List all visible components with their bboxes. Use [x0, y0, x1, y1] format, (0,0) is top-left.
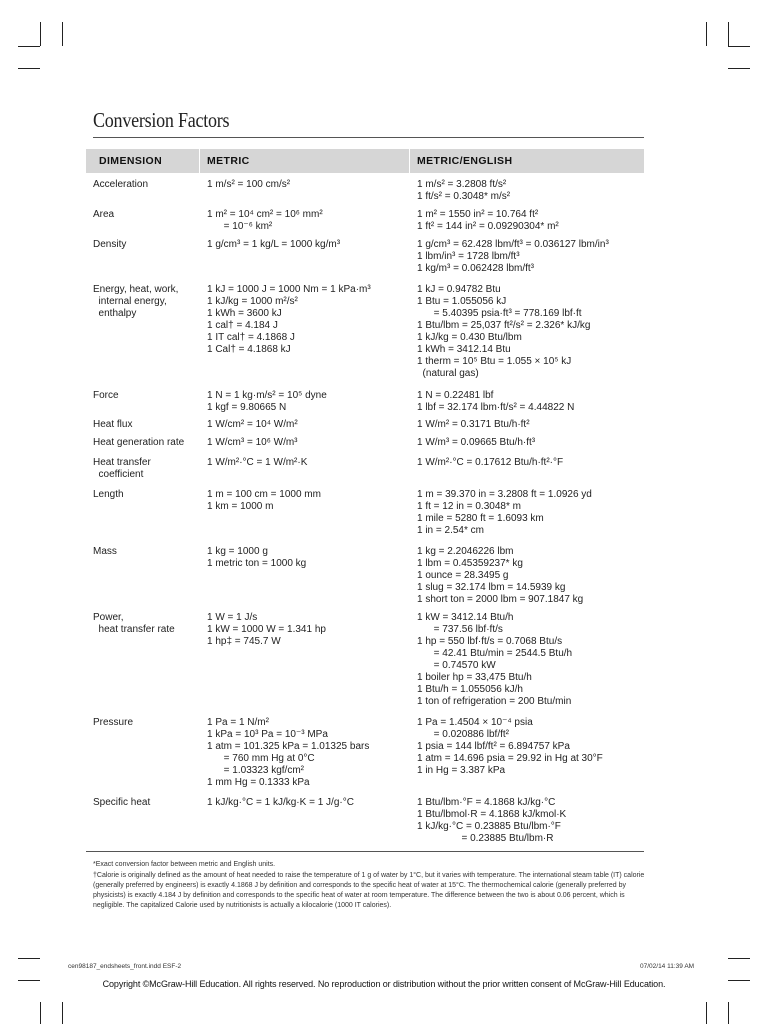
english-cell: 1 N = 0.22481 lbf 1 lbf = 32.174 lbm·ft/s² = 4.44822 N [417, 390, 575, 413]
metric-cell: 1 m = 100 cm = 1000 mm 1 km = 1000 m [207, 489, 321, 512]
dimension-cell: Length [93, 489, 124, 500]
metric-cell: 1 kJ = 1000 J = 1000 Nm = 1 kPa·m³ 1 kJ/kg = 1000 m²/s² 1 kWh = 3600 kJ 1 cal† = 4.184 J 1 IT cal† = 4.1868 J 1 Cal† = 4.1868 kJ [207, 284, 371, 355]
english-cell: 1 m/s² = 3.2808 ft/s² 1 ft/s² = 0.3048* m/s² [417, 179, 511, 202]
english-cell: 1 W/m³ = 0.09665 Btu/h·ft³ [417, 437, 536, 448]
dimension-cell: Pressure [93, 717, 134, 728]
dimension-cell: Density [93, 239, 127, 250]
copyright-notice: Copyright ©McGraw-Hill Education. All rights reserved. No reproduction or distribution without the prior written consent of McGraw-Hill Education. [102, 979, 666, 989]
crop-mark [62, 1002, 63, 1024]
crop-mark [18, 958, 40, 959]
metric-cell: 1 W/cm² = 10⁴ W/m² [207, 419, 298, 430]
metric-cell: 1 W/cm³ = 10⁶ W/m³ [207, 437, 298, 448]
english-cell: 1 g/cm³ = 62.428 lbm/ft³ = 0.036127 lbm/in³ 1 lbm/in³ = 1728 lbm/ft³ 1 kg/m³ = 0.062428 lbm/ft³ [417, 239, 609, 274]
timestamp-slug: 07/02/14 11:39 AM [640, 963, 695, 970]
crop-mark [706, 1002, 707, 1024]
metric-cell: 1 kg = 1000 g 1 metric ton = 1000 kg [207, 546, 307, 569]
dimension-cell: Mass [93, 546, 117, 557]
english-cell: 1 W/m²·°C = 0.17612 Btu/h·ft²·°F [417, 457, 564, 468]
footnote-calorie: †Calorie is originally defined as the amount of heat needed to raise the temperature of 1 g of water by 1°C, but it varies with temperature. The international steam table (IT) calorie (generally preferred by engineers) is exactly 4.1868 J by definition and corresponds to the specific heat of water at 15°C. The thermochemical calorie (generally preferred by physicists) is exactly 4.184 J by definition and corresponds to the specific heat of water at room temperature. The difference between the two is about 0.06 percent, which is negligible. The capitalized Calorie used by nutritionists is actually a kilocalorie (1000 IT calories). [93, 872, 645, 909]
table-bottom-rule [86, 851, 644, 852]
header-dimension: DIMENSION [99, 155, 163, 167]
dimension-cell: Area [93, 209, 115, 220]
metric-cell: 1 N = 1 kg·m/s² = 10⁵ dyne 1 kgf = 9.80665 N [207, 390, 327, 413]
metric-cell: 1 m² = 10⁴ cm² = 10⁶ mm² = 10⁻⁶ km² [207, 209, 323, 232]
page-title: Conversion Factors [93, 108, 230, 132]
crop-mark [40, 1002, 41, 1024]
english-cell: 1 m = 39.370 in = 3.2808 ft = 1.0926 yd 1 ft = 12 in = 0.3048* m 1 mile = 5280 ft = 1.6093 km 1 in = 2.54* cm [417, 489, 592, 536]
english-cell: 1 kg = 2.2046226 lbm 1 lbm = 0.45359237* kg 1 ounce = 28.3495 g 1 slug = 32.174 lbm = 14.5939 kg 1 short ton = 2000 lbm = 907.1847 kg [417, 546, 584, 605]
crop-mark [728, 958, 750, 959]
english-cell: 1 Btu/lbm·°F = 4.1868 kJ/kg·°C 1 Btu/lbmol·R = 4.1868 kJ/kmol·K 1 kJ/kg·°C = 0.23885 Btu/lbm·°F = 0.23885 Btu/lbm·R [417, 797, 567, 844]
dimension-cell: Force [93, 390, 119, 401]
file-slug: cen98187_endsheets_front.indd ESF-2 [68, 963, 182, 970]
crop-mark [728, 1002, 729, 1024]
metric-cell: 1 Pa = 1 N/m² 1 kPa = 10³ Pa = 10⁻³ MPa 1 atm = 101.325 kPa = 1.01325 bars = 760 mm Hg at 0°C = 1.03323 kgf/cm² 1 mm Hg = 0.1333 kPa [207, 717, 370, 788]
dimension-cell: Acceleration [93, 179, 149, 190]
footnote-exact: *Exact conversion factor between metric and English units. [93, 861, 276, 868]
metric-cell: 1 kJ/kg·°C = 1 kJ/kg·K = 1 J/g·°C [207, 797, 354, 808]
english-cell: 1 W/m² = 0.3171 Btu/h·ft² [417, 419, 530, 430]
header-metric-english: METRIC/ENGLISH [417, 155, 513, 167]
dimension-cell: Energy, heat, work, internal energy, enthalpy [93, 284, 179, 319]
header-metric: METRIC [207, 155, 250, 167]
dimension-cell: Power, heat transfer rate [93, 612, 175, 635]
english-cell: 1 kJ = 0.94782 Btu 1 Btu = 1.055056 kJ = 5.40395 psia·ft³ = 778.169 lbf·ft 1 Btu/lbm = 25,037 ft²/s² = 2.326* kJ/kg 1 kJ/kg = 0.430 Btu/lbm 1 kWh = 3412.14 Btu 1 therm = 10⁵ Btu = 1.055 × 10⁵ kJ (natural gas) [417, 284, 591, 379]
dimension-cell: Heat generation rate [93, 437, 185, 448]
metric-cell: 1 m/s² = 100 cm/s² [207, 179, 291, 190]
metric-cell: 1 g/cm³ = 1 kg/L = 1000 kg/m³ [207, 239, 341, 250]
metric-cell: 1 W = 1 J/s 1 kW = 1000 W = 1.341 hp 1 hp‡ = 745.7 W [207, 612, 326, 647]
metric-cell: 1 W/m²·°C = 1 W/m²·K [207, 457, 308, 468]
dimension-cell: Heat transfer coefficient [93, 457, 151, 480]
english-cell: 1 m² = 1550 in² = 10.764 ft² 1 ft² = 144 in² = 0.09290304* m² [417, 209, 559, 232]
english-cell: 1 kW = 3412.14 Btu/h = 737.56 lbf·ft/s 1 hp = 550 lbf·ft/s = 0.7068 Btu/s = 42.41 Btu/min = 2544.5 Btu/h = 0.74570 kW 1 boiler hp = 33,475 Btu/h 1 Btu/h = 1.055056 kJ/h 1 ton of refrigeration = 200 Btu/min [417, 612, 573, 707]
english-cell: 1 Pa = 1.4504 × 10⁻⁴ psia = 0.020886 lbf/ft² 1 psia = 144 lbf/ft² = 6.894757 kPa 1 atm = 14.696 psia = 29.92 in Hg at 30°F 1 in Hg = 3.387 kPa [417, 717, 603, 776]
dimension-cell: Heat flux [93, 419, 133, 430]
dimension-cell: Specific heat [93, 797, 151, 808]
footnotes [93, 860, 645, 912]
